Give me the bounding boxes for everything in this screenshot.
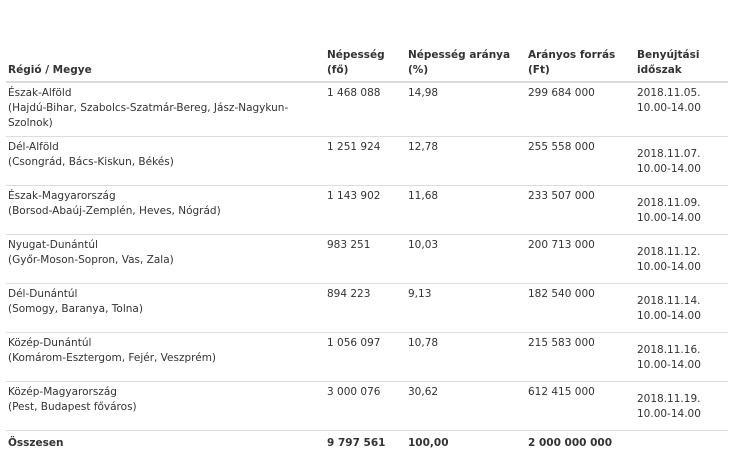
header-funds: Arányos forrás (Ft) (526, 43, 635, 82)
total-funds: 2 000 000 000 (526, 431, 635, 455)
total-label: Összesen (6, 431, 325, 455)
period-date: 2018.11.05. (637, 86, 726, 101)
region-name: Észak-Magyarország (8, 189, 323, 204)
table-row (6, 82, 728, 137)
funds-cell: 200 713 000 (526, 235, 635, 284)
funds-cell: 612 415 000 (526, 382, 635, 431)
region-funding-table (6, 43, 728, 455)
region-counties: (Csongrád, Bács-Kiskun, Békés) (8, 155, 323, 170)
period-time: 10.00-14.00 (637, 211, 726, 226)
period-time: 10.00-14.00 (637, 162, 726, 177)
period-cell (635, 82, 728, 137)
period-time: 10.00-14.00 (637, 407, 726, 422)
header-region: Régió / Megye (6, 43, 325, 82)
period-cell (635, 333, 728, 382)
funds-cell: 182 540 000 (526, 284, 635, 333)
funds-cell: 255 558 000 (526, 137, 635, 186)
region-counties: (Borsod-Abaúj-Zemplén, Heves, Nógrád) (8, 204, 323, 219)
share-cell: 30,62 (406, 382, 526, 431)
region-funding-table-container (6, 43, 728, 455)
region-name: Dél-Dunántúl (8, 287, 323, 302)
table-row (6, 382, 728, 431)
period-time: 10.00-14.00 (637, 309, 726, 324)
period-time: 10.00-14.00 (637, 260, 726, 275)
period-date: 2018.11.16. (637, 343, 726, 358)
region-counties: (Győr-Moson-Sopron, Vas, Zala) (8, 253, 323, 268)
period-cell (635, 186, 728, 235)
funds-cell: 299 684 000 (526, 82, 635, 137)
share-cell: 10,78 (406, 333, 526, 382)
region-cell (6, 382, 325, 431)
population-cell: 1 251 924 (325, 137, 406, 186)
region-cell (6, 284, 325, 333)
header-share: Népesség aránya (%) (406, 43, 526, 82)
period-cell (635, 284, 728, 333)
share-cell: 10,03 (406, 235, 526, 284)
table-header-row (6, 43, 728, 82)
header-period: Benyújtási időszak (635, 43, 728, 82)
funds-cell: 233 507 000 (526, 186, 635, 235)
share-cell: 12,78 (406, 137, 526, 186)
region-counties: (Komárom-Esztergom, Fejér, Veszprém) (8, 351, 323, 366)
region-cell (6, 137, 325, 186)
region-name: Közép-Magyarország (8, 385, 323, 400)
total-population: 9 797 561 (325, 431, 406, 455)
region-name: Észak-Alföld (8, 86, 323, 101)
period-cell (635, 235, 728, 284)
population-cell: 983 251 (325, 235, 406, 284)
period-date: 2018.11.12. (637, 245, 726, 260)
region-name: Nyugat-Dunántúl (8, 238, 323, 253)
period-date: 2018.11.09. (637, 196, 726, 211)
total-share: 100,00 (406, 431, 526, 455)
region-counties: (Pest, Budapest főváros) (8, 400, 323, 415)
table-row (6, 284, 728, 333)
total-period-empty (635, 431, 728, 455)
population-cell: 894 223 (325, 284, 406, 333)
period-time: 10.00-14.00 (637, 101, 726, 116)
table-row (6, 137, 728, 186)
period-date: 2018.11.19. (637, 392, 726, 407)
share-cell: 11,68 (406, 186, 526, 235)
funds-cell: 215 583 000 (526, 333, 635, 382)
region-name: Közép-Dunántúl (8, 336, 323, 351)
population-cell: 1 056 097 (325, 333, 406, 382)
period-date: 2018.11.14. (637, 294, 726, 309)
share-cell: 14,98 (406, 82, 526, 137)
region-cell (6, 235, 325, 284)
population-cell: 1 468 088 (325, 82, 406, 137)
total-row (6, 431, 728, 455)
period-cell (635, 382, 728, 431)
region-cell (6, 333, 325, 382)
region-cell (6, 186, 325, 235)
share-cell: 9,13 (406, 284, 526, 333)
region-name: Dél-Alföld (8, 140, 323, 155)
table-row (6, 333, 728, 382)
region-counties: (Hajdú-Bihar, Szabolcs-Szatmár-Bereg, Jász-Nagykun-Szolnok) (8, 101, 323, 131)
region-cell (6, 82, 325, 137)
table-row (6, 186, 728, 235)
period-time: 10.00-14.00 (637, 358, 726, 373)
region-counties: (Somogy, Baranya, Tolna) (8, 302, 323, 317)
table-row (6, 235, 728, 284)
period-date: 2018.11.07. (637, 147, 726, 162)
period-cell (635, 137, 728, 186)
population-cell: 1 143 902 (325, 186, 406, 235)
header-population: Népesség (fő) (325, 43, 406, 82)
population-cell: 3 000 076 (325, 382, 406, 431)
